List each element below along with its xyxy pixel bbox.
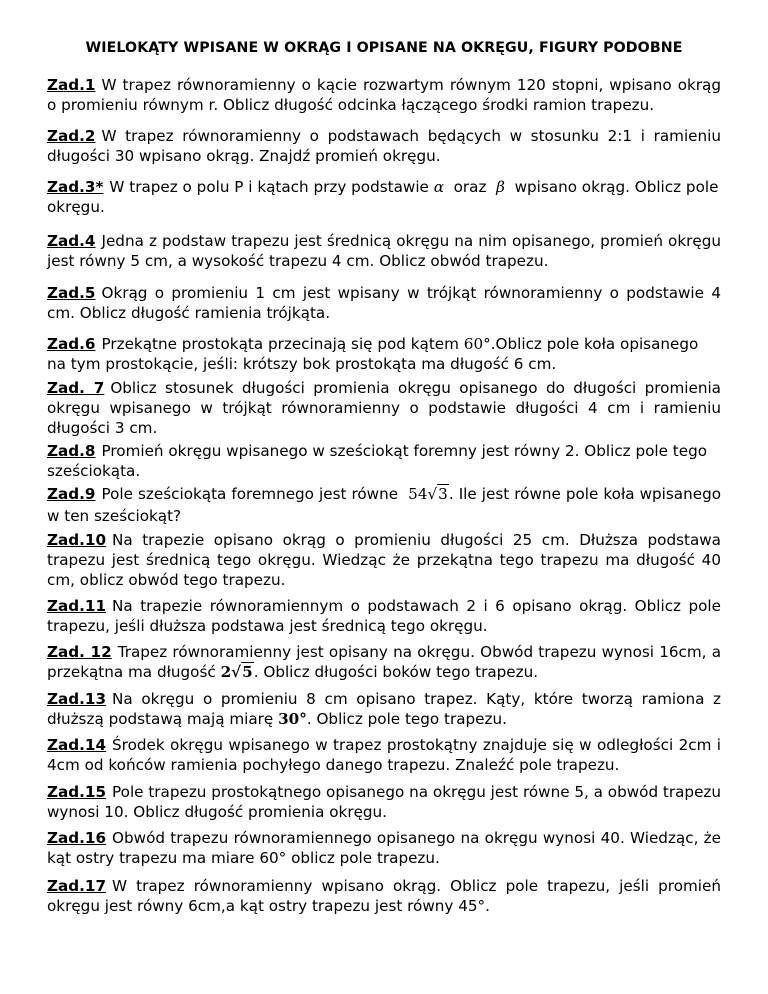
task-label: Zad.5 [47, 284, 96, 302]
task-label: Zad.9 [47, 485, 96, 503]
task-label: Zad.3* [47, 178, 104, 196]
task-label: Zad.14 [47, 736, 107, 754]
task-text: . Oblicz pole tego trapezu. [306, 710, 507, 728]
task-text: Pole trapezu prostokątnego opisanego na okręgu jest równe 5, a obwód trapezu wynosi 10. Oblicz długość promienia okręgu. [47, 783, 722, 821]
task-text: Na trapezie opisano okrąg o promieniu długości 25 cm. Dłuższa podstawa trapezu jest średnicą tego okręgu. Wiedząc że przekątna tego trapezu ma długość 40 cm, oblicz obwód tego trapezu. [47, 531, 721, 589]
task-5 [47, 283, 721, 323]
task-label: Zad.13 [47, 690, 107, 708]
task-11 [47, 596, 721, 636]
task-label: Zad.17 [47, 877, 107, 895]
task-label: Zad.6 [47, 335, 96, 353]
task-text: Oblicz stosunek długości promienia okręgu opisanego do długości promienia okręgu wpisanego w trójkąt równoramienny o podstawie długości 4 cm i ramieniu długości 3 cm. [47, 379, 721, 437]
task-text: Trapez równoramienny jest opisany na okręgu. Obwód trapezu wynosi 16cm, a przekątna ma długość [47, 643, 722, 681]
task-label: Zad.16 [47, 829, 107, 847]
angle-value: 60° [463, 335, 491, 353]
task-label: Zad.15 [47, 783, 107, 801]
task-17 [47, 876, 721, 916]
task-text: . Ile jest równe pole koła wpisanego w ten sześciokąt? [47, 485, 722, 525]
task-text: wpisano okrąg. Oblicz pole okręgu. [47, 178, 719, 216]
task-text: Przekątne prostokąta przecinają się pod kątem [101, 335, 459, 353]
task-text: . Oblicz długości boków tego trapezu. [253, 663, 539, 681]
beta-symbol: β [496, 178, 505, 196]
sqrt-expression: 54√3 [408, 485, 448, 503]
task-text: Na okręgu o promieniu 8 cm opisano trapez. Kąty, które tworzą ramiona z dłuższą podstawą mają miarę [47, 690, 721, 728]
task-3 [47, 177, 721, 217]
task-16 [47, 828, 721, 868]
task-label: Zad.10 [47, 531, 107, 549]
task-4 [47, 231, 721, 271]
task-15 [47, 782, 721, 822]
task-text: Na trapezie równoramiennym o podstawach 2 i 6 opisano okrąg. Oblicz pole trapezu, jeśli dłuższa podstawa jest średnicą tego okręgu. [47, 597, 721, 635]
task-text: Okrąg o promieniu 1 cm jest wpisany w trójkąt równoramienny o podstawie 4 cm. Oblicz długość ramienia trójkąta. [47, 284, 721, 322]
task-text: W trapez równoramienny o podstawach będących w stosunku 2:1 i ramieniu długości 30 wpisano okrąg. Znajdź promień okręgu. [47, 127, 721, 165]
task-9 [47, 483, 721, 527]
task-text: W trapez równoramienny wpisano okrąg. Oblicz pole trapezu, jeśli promień okręgu jest równy 6cm,a kąt ostry trapezu jest równy 45°. [47, 877, 721, 915]
task-text: W trapez o polu P i kątach przy podstawie [109, 178, 429, 196]
task-7 [47, 378, 721, 438]
task-14 [47, 735, 721, 775]
task-1 [47, 75, 721, 115]
task-6 [47, 334, 721, 374]
task-text: W trapez równoramienny o kącie rozwartym równym 120 stopni, wpisano okrąg o promieniu równym r. Oblicz długość odcinka łączącego środki ramion trapezu. [47, 76, 721, 114]
task-label: Zad.11 [47, 597, 107, 615]
task-text: .Oblicz pole koła opisanego na tym prostokącie, jeśli: krótszy bok prostokąta ma długość 6 cm. [47, 335, 699, 373]
task-text: Środek okręgu wpisanego w trapez prostokątny znajduje się w odległości 2cm i 4cm od końców ramienia pochyłego danego trapezu. Znaleźć pole trapezu. [47, 736, 721, 774]
task-12 [47, 642, 721, 682]
task-label: Zad. 7 [47, 379, 105, 397]
task-text: Jedna z podstaw trapezu jest średnicą okręgu na nim opisanego, promień okręgu jest równy 5 cm, a wysokość trapezu 4 cm. Oblicz obwód trapezu. [47, 232, 721, 270]
angle-value: 30° [278, 710, 307, 728]
task-label: Zad.4 [47, 232, 96, 250]
alpha-symbol: α [433, 178, 444, 196]
task-label: Zad. 12 [47, 643, 112, 661]
task-10 [47, 530, 721, 590]
task-text: Promień okręgu wpisanego w sześciokąt foremny jest równy 2. Oblicz pole tego sześciokąta. [47, 442, 708, 480]
task-13 [47, 689, 721, 729]
task-text: oraz [453, 178, 487, 196]
task-label: Zad.8 [47, 442, 96, 460]
page-title: WIELOKĄTY WPISANE W OKRĄG I OPISANE NA OKRĘGU, FIGURY PODOBNE [85, 40, 683, 56]
task-text: Obwód trapezu równoramiennego opisanego na okręgu wynosi 40. Wiedząc, że kąt ostry trapezu ma miare 60° oblicz pole trapezu. [47, 829, 721, 867]
task-2 [47, 126, 721, 166]
sqrt-expression: 2√5 [220, 663, 253, 681]
task-8 [47, 441, 721, 481]
task-label: Zad.1 [47, 76, 96, 94]
task-text: Pole sześciokąta foremnego jest równe [101, 485, 399, 503]
task-label: Zad.2 [47, 127, 96, 145]
